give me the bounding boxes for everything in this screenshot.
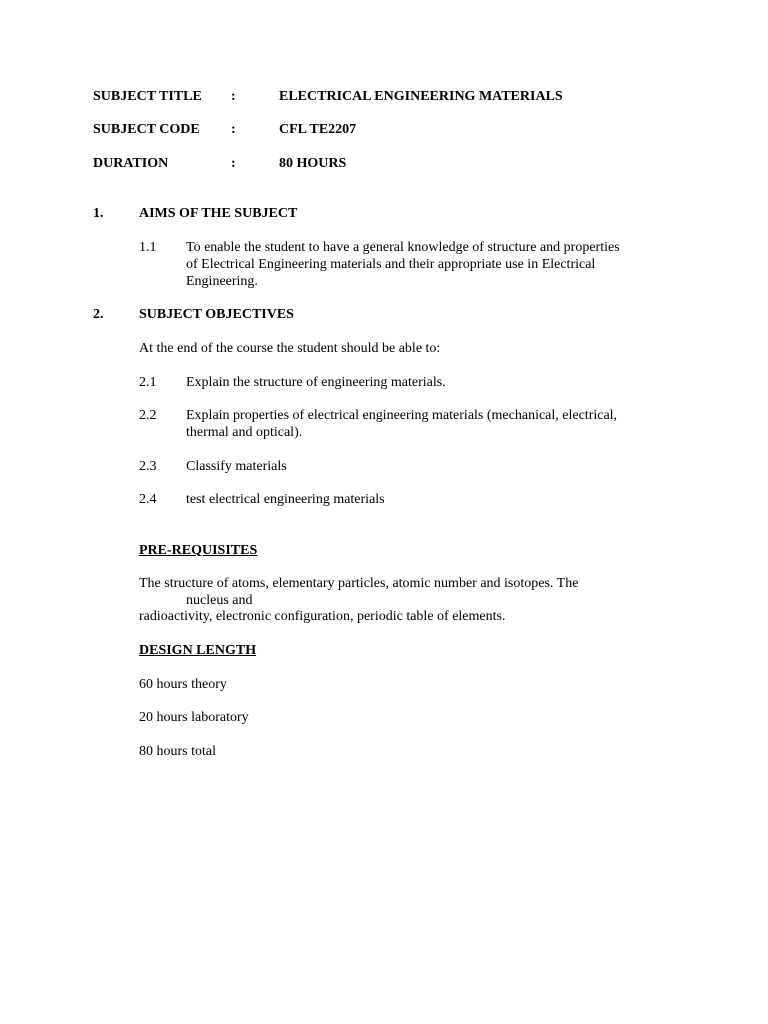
subject-title-label: SUBJECT TITLE: [93, 89, 202, 104]
subject-code-value: CFL TE2207: [279, 122, 357, 137]
design-length-heading: DESIGN LENGTH: [139, 643, 257, 658]
objective-number: 2.3: [139, 459, 157, 474]
objective-text: test electrical engineering materials: [186, 492, 385, 507]
objective-number: 2.4: [139, 492, 157, 507]
duration-separator: :: [231, 156, 236, 171]
subject-title-value: ELECTRICAL ENGINEERING MATERIALS: [279, 89, 563, 104]
section-1-title: AIMS OF THE SUBJECT: [139, 206, 298, 221]
design-length-item: 20 hours laboratory: [139, 710, 249, 725]
aims-item-line: of Electrical Engineering materials and their appropriate use in Electrical: [186, 257, 596, 272]
section-1-number: 1.: [93, 206, 104, 221]
design-length-item: 80 hours total: [139, 744, 216, 759]
objective-number: 2.2: [139, 408, 157, 423]
aims-item-line: To enable the student to have a general knowledge of structure and properties: [186, 240, 620, 255]
section-2-number: 2.: [93, 307, 104, 322]
objective-number: 2.1: [139, 375, 157, 390]
objective-text: Explain the structure of engineering materials.: [186, 375, 446, 390]
objective-text: Classify materials: [186, 459, 287, 474]
aims-item-number: 1.1: [139, 240, 157, 255]
prerequisites-text-line: radioactivity, electronic configuration, periodic table of elements.: [139, 609, 506, 624]
subject-code-label: SUBJECT CODE: [93, 122, 200, 137]
objective-text: Explain properties of electrical engineering materials (mechanical, electrical,: [186, 408, 618, 423]
design-length-item: 60 hours theory: [139, 677, 227, 692]
section-2-title: SUBJECT OBJECTIVES: [139, 307, 294, 322]
aims-item-line: Engineering.: [186, 274, 258, 289]
subject-title-separator: :: [231, 89, 236, 104]
objective-text: thermal and optical).: [186, 425, 303, 440]
subject-code-separator: :: [231, 122, 236, 137]
prerequisites-heading: PRE-REQUISITES: [139, 543, 258, 558]
prerequisites-text-line: The structure of atoms, elementary particles, atomic number and isotopes. The: [139, 576, 579, 591]
duration-label: DURATION: [93, 156, 169, 171]
objectives-intro: At the end of the course the student should be able to:: [139, 341, 441, 356]
prerequisites-text-line: nucleus and: [186, 593, 253, 608]
duration-value: 80 HOURS: [279, 156, 347, 171]
